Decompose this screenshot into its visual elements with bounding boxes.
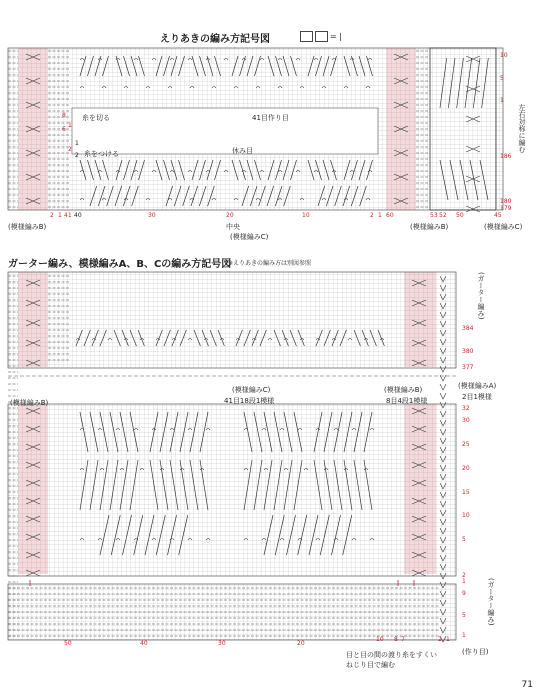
row-num: 2 xyxy=(462,572,466,579)
rest-area xyxy=(72,108,378,154)
row-num: 1 xyxy=(462,632,466,639)
stitch-num: 2 xyxy=(438,636,442,643)
row-num: 179 xyxy=(500,205,512,212)
row-num: 384 xyxy=(462,325,474,332)
bottom-chart-title: ガーター編み、模様編みA、B、Cの編み方記号図 xyxy=(8,259,232,270)
stitch-num: 20 xyxy=(297,640,305,647)
stitch-num: 8 xyxy=(394,636,398,643)
stitch-num: 30 xyxy=(218,640,226,647)
row-num: 6 xyxy=(62,126,66,133)
bottom-main-grid xyxy=(8,404,456,576)
bottom-label-a: (模様編みA) xyxy=(458,382,497,390)
bottom-label-c: (模様編みC) xyxy=(232,386,271,394)
bottom-top-grid xyxy=(8,272,456,368)
symbol-legend: = | xyxy=(300,31,342,42)
top-chart-title: えりあきの編み方記号図 xyxy=(160,34,270,45)
row-num: 8 xyxy=(62,112,66,119)
center-label: 中央 xyxy=(226,223,240,231)
bottom-label-a-sub: 2目1模様 xyxy=(462,393,492,401)
stitch-num: 41 xyxy=(64,212,72,219)
row-num: 15 xyxy=(462,489,470,496)
chart-note: ※えりあきの編み方は別図参照 xyxy=(228,260,312,267)
stitch-num: 10 xyxy=(376,636,384,643)
row-num: 377 xyxy=(462,364,474,371)
cast-on-label: 41目作り目 xyxy=(252,114,289,122)
stitch-num: 1 xyxy=(378,212,382,219)
stitch-num: 53 xyxy=(430,212,438,219)
stitch-num: 40 xyxy=(140,640,148,647)
stitch-num: 30 xyxy=(148,212,156,219)
stitch-num: 20 xyxy=(226,212,234,219)
attach-yarn-label: 糸をつける xyxy=(84,150,119,158)
row-num: 5 xyxy=(462,536,466,543)
bottom-label-b-sub: 8目4段1模様 xyxy=(386,397,428,405)
row-num: 1 xyxy=(500,97,504,104)
rest-stitches-label: 休み目 xyxy=(232,147,253,155)
symmetric-note: 左右対称に編む xyxy=(518,104,526,153)
knit-v-mark xyxy=(440,393,446,399)
stitch-num: 1 xyxy=(446,636,450,643)
row-num: 2 xyxy=(75,152,79,159)
stitch-num: 40 xyxy=(74,212,82,219)
row-num: 25 xyxy=(462,441,470,448)
stitch-num: 45 xyxy=(494,212,502,219)
row-num: 10 xyxy=(462,512,470,519)
bottom-label-c-sub: 41目18段1模様 xyxy=(224,397,275,405)
bottom-label-b-right: (模様編みB) xyxy=(384,386,423,394)
row-num: 30 xyxy=(462,417,470,424)
row-num: 1 xyxy=(462,578,466,585)
row-num: 32 xyxy=(462,405,470,412)
footnote-line-2: ねじり目で編む xyxy=(346,661,395,669)
footnote-line-1: 目と目の間の渡り糸をすくい xyxy=(346,651,437,659)
stitch-num: 50 xyxy=(64,640,72,647)
top-label-c-right: (模様編みC) xyxy=(484,223,523,231)
cast-on-row-label: (作り目) xyxy=(462,648,489,656)
row-num: 10 xyxy=(500,52,508,59)
stitch-num: 2 xyxy=(370,212,374,219)
stitch-num: 50 xyxy=(456,212,464,219)
top-label-b-right: (模様編みB) xyxy=(410,223,449,231)
row-num: 380 xyxy=(462,348,474,355)
row-num: 20 xyxy=(462,465,470,472)
stitch-num: 10 xyxy=(302,212,310,219)
page-number: 71 xyxy=(521,680,533,690)
garter-label-bottom: (ガーター編み) xyxy=(487,578,495,626)
stitch-num: 60 xyxy=(386,212,394,219)
bottom-label-b-left: (模様編みB) xyxy=(10,399,49,407)
stitch-num: 52 xyxy=(439,212,447,219)
top-label-b-left: (模様編みB) xyxy=(8,223,47,231)
stitch-num: 1 xyxy=(58,212,62,219)
row-num: 186 xyxy=(500,153,512,160)
row-num: 1 xyxy=(68,122,72,129)
row-num: 5 xyxy=(500,75,504,82)
stitch-num: 7 xyxy=(401,636,405,643)
cut-yarn-label: 糸を切る xyxy=(82,114,110,122)
top-label-c-center: (模様編みC) xyxy=(230,233,269,241)
row-num: 1 xyxy=(75,140,79,147)
row-num: 5 xyxy=(462,612,466,619)
stitch-num: 2 xyxy=(50,212,54,219)
knit-v-mark xyxy=(440,384,446,390)
row-num: 180 xyxy=(500,198,512,205)
row-num: 9 xyxy=(462,590,466,597)
row-num: 2 xyxy=(68,146,72,153)
garter-label-top: (ガーター編み) xyxy=(477,272,485,320)
